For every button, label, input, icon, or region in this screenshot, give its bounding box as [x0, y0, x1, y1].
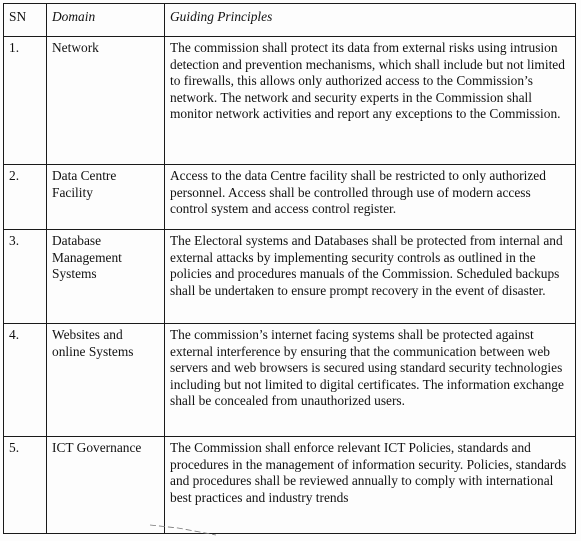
- header-sn: SN: [4, 4, 47, 37]
- row-domain: Data Centre Facility: [47, 165, 165, 230]
- row-domain: Database Management Systems: [47, 230, 165, 324]
- header-guiding-principles: Guiding Principles: [165, 4, 576, 37]
- table-row: [4, 324, 576, 437]
- row-serial-number: 4.: [4, 324, 47, 437]
- row-serial-number: 3.: [4, 230, 47, 324]
- row-serial-number: 5.: [4, 437, 47, 534]
- guiding-principles-table: [3, 3, 576, 534]
- table-row: [4, 437, 576, 534]
- header-domain: Domain: [47, 4, 165, 37]
- row-guiding-principle: The commission’s internet facing systems shall be protected against external interference by ensuring that the communication between web servers and web browsers is secured using standard security technologies including but not limited to digital certificates. The information exchange shall be concealed from unauthorized users.: [165, 324, 576, 437]
- table-header-row: [4, 4, 576, 37]
- scan-artifact-mark: [148, 523, 218, 537]
- table-row: [4, 37, 576, 165]
- table-row: [4, 230, 576, 324]
- row-guiding-principle: Access to the data Centre facility shall be restricted to only authorized personnel. Access shall be controlled through use of modern access control system and access control register.: [165, 165, 576, 230]
- row-guiding-principle: The commission shall protect its data from external risks using intrusion detection and prevention mechanisms, which shall include but not limited to firewalls, this allows only authorized access to the Commission’s network. The network and security experts in the Commission shall monitor network activities and report any exceptions to the Commission.: [165, 37, 576, 165]
- row-serial-number: 2.: [4, 165, 47, 230]
- row-domain: Network: [47, 37, 165, 165]
- row-serial-number: 1.: [4, 37, 47, 165]
- table-row: [4, 165, 576, 230]
- row-domain: Websites and online Systems: [47, 324, 165, 437]
- row-guiding-principle: The Commission shall enforce relevant ICT Policies, standards and procedures in the management of information security. Policies, standards and procedures shall be reviewed annually to comply with international best practices and industry trends: [165, 437, 576, 534]
- row-domain: ICT Governance: [47, 437, 165, 534]
- row-guiding-principle: The Electoral systems and Databases shall be protected from internal and external attacks by implementing security controls as outlined in the policies and procedures manuals of the Commission. Scheduled backups shall be undertaken to ensure prompt recovery in the event of disaster.: [165, 230, 576, 324]
